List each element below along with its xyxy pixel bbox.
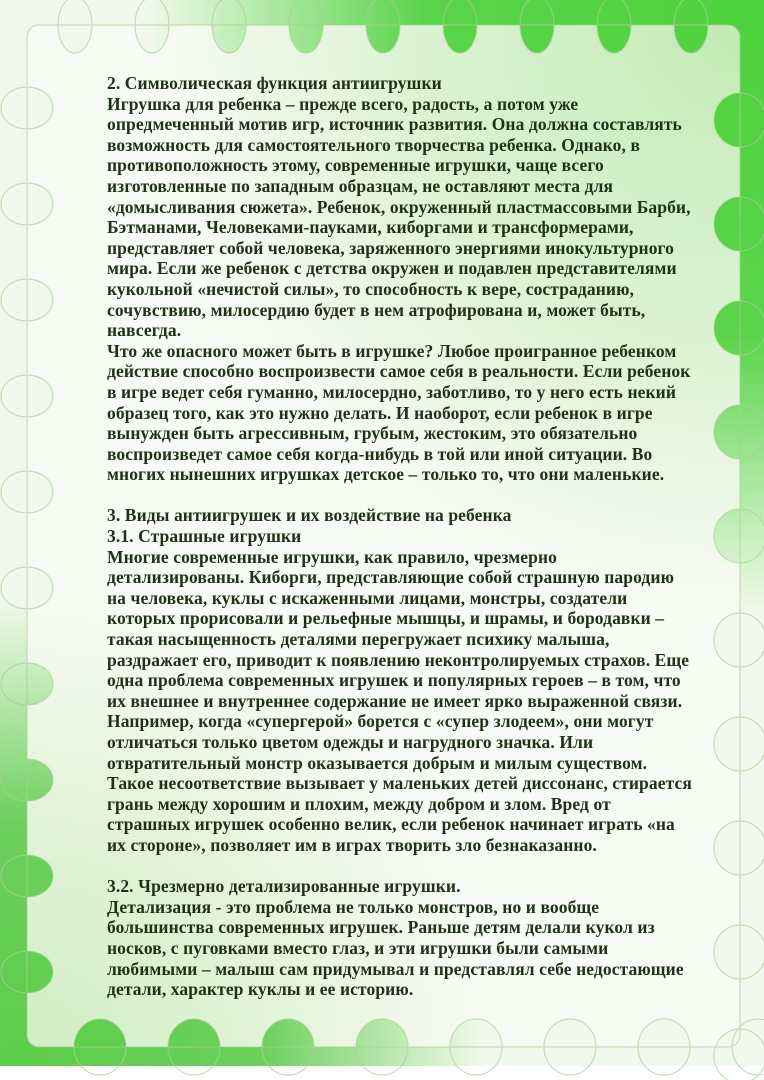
section-heading bbox=[107, 526, 717, 547]
text-line: представляет собой человека, заряженного энергиями инокультурного bbox=[107, 237, 675, 258]
text-line: раздражает его, приводит к появлению неконтролируемых страхов. Еще bbox=[107, 649, 690, 670]
text-line: в игре ведет себя гуманно, милосердно, заботливо, то у него есть некий bbox=[107, 381, 677, 402]
text-line: 3.1. Страшные игрушки bbox=[107, 526, 302, 547]
text-line: их внешнее и внутреннее содержание не имеет ярко выраженной связи. bbox=[107, 690, 683, 711]
text-line: Бэтманами, Человеками-пауками, киборгами и трансформерами, bbox=[107, 217, 634, 238]
text-line: Что же опасного может быть в игрушке? Любое проигранное ребенком bbox=[107, 340, 677, 361]
text-line: сочувствию, милосердию будет в нем атрофирована и, может быть, bbox=[107, 299, 646, 320]
text-line: возможность для самостоятельного творчества ребенка. Однако, в bbox=[107, 134, 641, 155]
text-line: Многие современные игрушки, как правило, чрезмерно bbox=[107, 546, 558, 567]
blank-line bbox=[107, 856, 717, 877]
text-line: Например, когда «супергерой» борется с «супер злодеем», они могут bbox=[107, 711, 654, 732]
text-line: одна проблема современных игрушек и популярных героев – в том, что bbox=[107, 670, 681, 691]
text-line: мира. Если же ребенок с детства окружен и подавлен представителями bbox=[107, 258, 677, 279]
text-line: большинства современных игрушек. Раньше детям делали кукол из bbox=[107, 917, 655, 938]
text-line: Такое несоответствие вызывает у маленьких детей диссонанс, стирается bbox=[107, 773, 692, 794]
text-line: противоположность этому, современные игрушки, чаще всего bbox=[107, 155, 604, 176]
text-line: Игрушка для ребенка – прежде всего, радость, а потом уже bbox=[107, 93, 579, 114]
body-paragraph bbox=[107, 547, 717, 856]
text-line: грань между хорошим и плохим, между добром и злом. Вред от bbox=[107, 793, 611, 814]
text-line: носков, с пуговками вместо глаз, и эти игрушки были самыми bbox=[107, 937, 609, 958]
text-line: любимыми – малыш сам придумывал и представлял себе недостающие bbox=[107, 958, 684, 979]
text-line: Детализация - это проблема не только монстров, но и вообще bbox=[107, 896, 600, 917]
section-heading bbox=[107, 505, 717, 526]
text-line: опредмеченный мотив игр, источник развития. Она должна составлять bbox=[107, 114, 682, 135]
text-line: 2. Символическая функция антиигрушки bbox=[107, 73, 442, 93]
text-line: многих нынешних игрушках детское – только то, что они маленькие. bbox=[107, 464, 665, 485]
text-line: «домысливания сюжета». Ребенок, окруженный пластмассовыми Барби, bbox=[107, 196, 691, 217]
body-paragraph bbox=[107, 94, 717, 341]
text-line: кукольной «нечистой силы», то способность к вере, состраданию, bbox=[107, 278, 635, 299]
body-paragraph bbox=[107, 897, 717, 1000]
text-line: образец того, как это нужно делать. И наоборот, если ребенок в игре bbox=[107, 402, 653, 423]
text-line: которых прорисовали и рельефные мышцы, и шрамы, и бородавки – bbox=[107, 608, 665, 629]
blank-line bbox=[107, 485, 717, 506]
text-line: страшных игрушек особенно велик, если ребенок начинает играть «на bbox=[107, 814, 675, 835]
text-line: вынужден быть агрессивным, грубым, жестоким, это обязательно bbox=[107, 423, 638, 444]
text-line: изготовленные по западным образцам, не оставляют места для bbox=[107, 175, 614, 196]
section-heading bbox=[107, 73, 717, 94]
text-line: действие способно воспроизвести самое себя в реальности. Если ребенок bbox=[107, 361, 691, 382]
text-line: такая насыщенность деталями перегружает психику малыша, bbox=[107, 629, 610, 650]
text-line: навсегда. bbox=[107, 320, 182, 341]
text-line: детализированы. Киборги, представляющие собой страшную пародию bbox=[107, 567, 675, 588]
text-line: отвратительный монстр оказывается добрым и милым существом. bbox=[107, 752, 648, 773]
text-line: 3.2. Чрезмерно детализированные игрушки. bbox=[107, 876, 461, 897]
section-heading bbox=[107, 876, 717, 897]
text-line: детали, характер куклы и ее историю. bbox=[107, 979, 414, 1000]
body-paragraph bbox=[107, 341, 717, 485]
text-line: отличаться только цветом одежды и нагрудного значка. Или bbox=[107, 732, 594, 752]
text-line: воспроизведет самое себя когда-нибудь в той или иной ситуации. Во bbox=[107, 443, 653, 464]
text-line: на человека, куклы с искаженными лицами, монстры, создатели bbox=[107, 587, 628, 608]
document-text bbox=[107, 73, 717, 1000]
text-line: их стороне», позволяет им в играх творить зло безнаказанно. bbox=[107, 834, 597, 855]
text-line: 3. Виды антиигрушек и их воздействие на ребенка bbox=[107, 505, 512, 526]
